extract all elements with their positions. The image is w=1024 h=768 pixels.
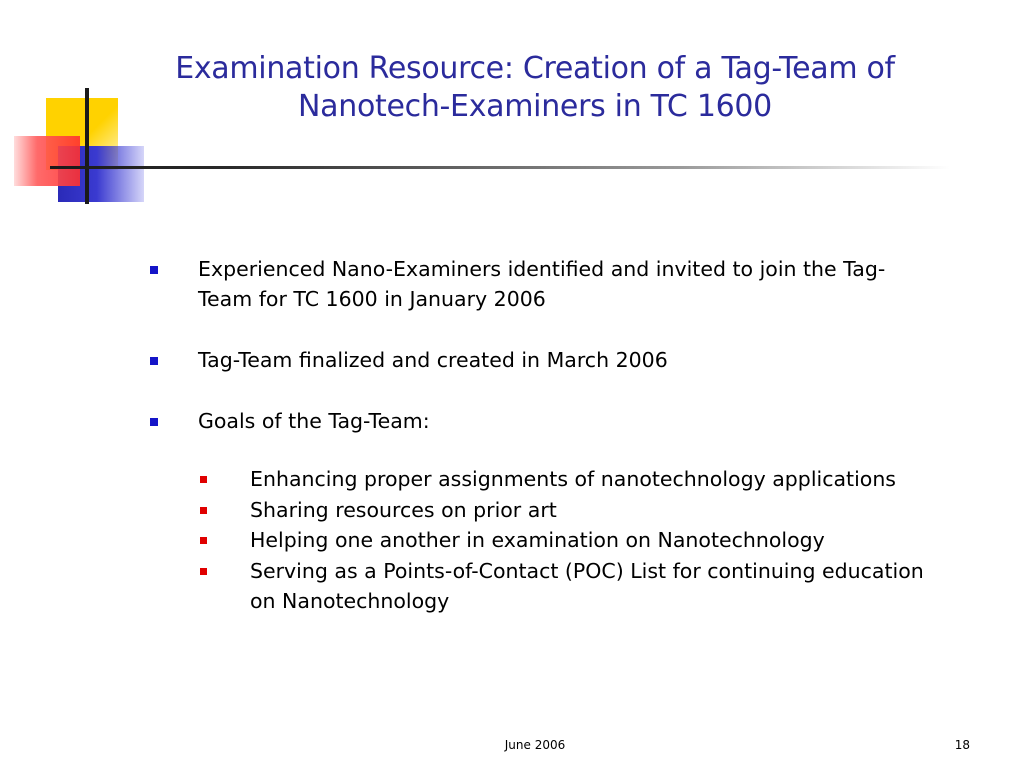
slide-body	[146, 254, 926, 617]
square-bullet-icon	[150, 418, 158, 426]
square-bullet-icon	[150, 357, 158, 365]
sub-bullet-list	[146, 464, 926, 617]
bullet-text: Goals of the Tag-Team:	[198, 409, 430, 433]
sub-bullet-item	[146, 495, 926, 526]
red-square-bullet-icon	[200, 476, 207, 483]
sub-bullet-text: Helping one another in examination on Nanotechnology	[250, 528, 825, 552]
page-number: 18	[954, 738, 970, 752]
sub-bullet-text: Sharing resources on prior art	[250, 497, 557, 522]
red-square-bullet-icon	[200, 507, 207, 514]
red-square-bullet-icon	[200, 537, 207, 544]
bullet-item	[146, 254, 926, 314]
decorative-red-square	[14, 136, 80, 186]
title-divider-line	[50, 166, 950, 169]
slide-title: Examination Resource: Creation of a Tag-Team of Nanotech-Examiners in TC 1600	[175, 51, 895, 124]
sub-bullet-text: Enhancing proper assignments of nanotechnology applications	[250, 467, 896, 491]
square-bullet-icon	[150, 266, 158, 274]
sub-bullet-item	[146, 464, 926, 495]
bullet-text: Experienced Nano-Examiners identified and invited to join the Tag-Team for TC 1600 in January 2006	[198, 257, 886, 311]
red-square-bullet-icon	[200, 568, 207, 575]
sub-bullet-item	[146, 525, 926, 556]
bullet-item	[146, 345, 926, 375]
decorative-vertical-line	[85, 88, 89, 204]
bullet-item	[146, 406, 926, 436]
sub-bullet-text: Serving as a Points-of-Contact (POC) List for continuing education on Nanotechnology	[250, 558, 924, 613]
footer-date: June 2006	[504, 738, 566, 752]
sub-bullet-item	[146, 556, 926, 617]
bullet-text: Tag-Team finalized and created in March 2006	[198, 348, 668, 372]
